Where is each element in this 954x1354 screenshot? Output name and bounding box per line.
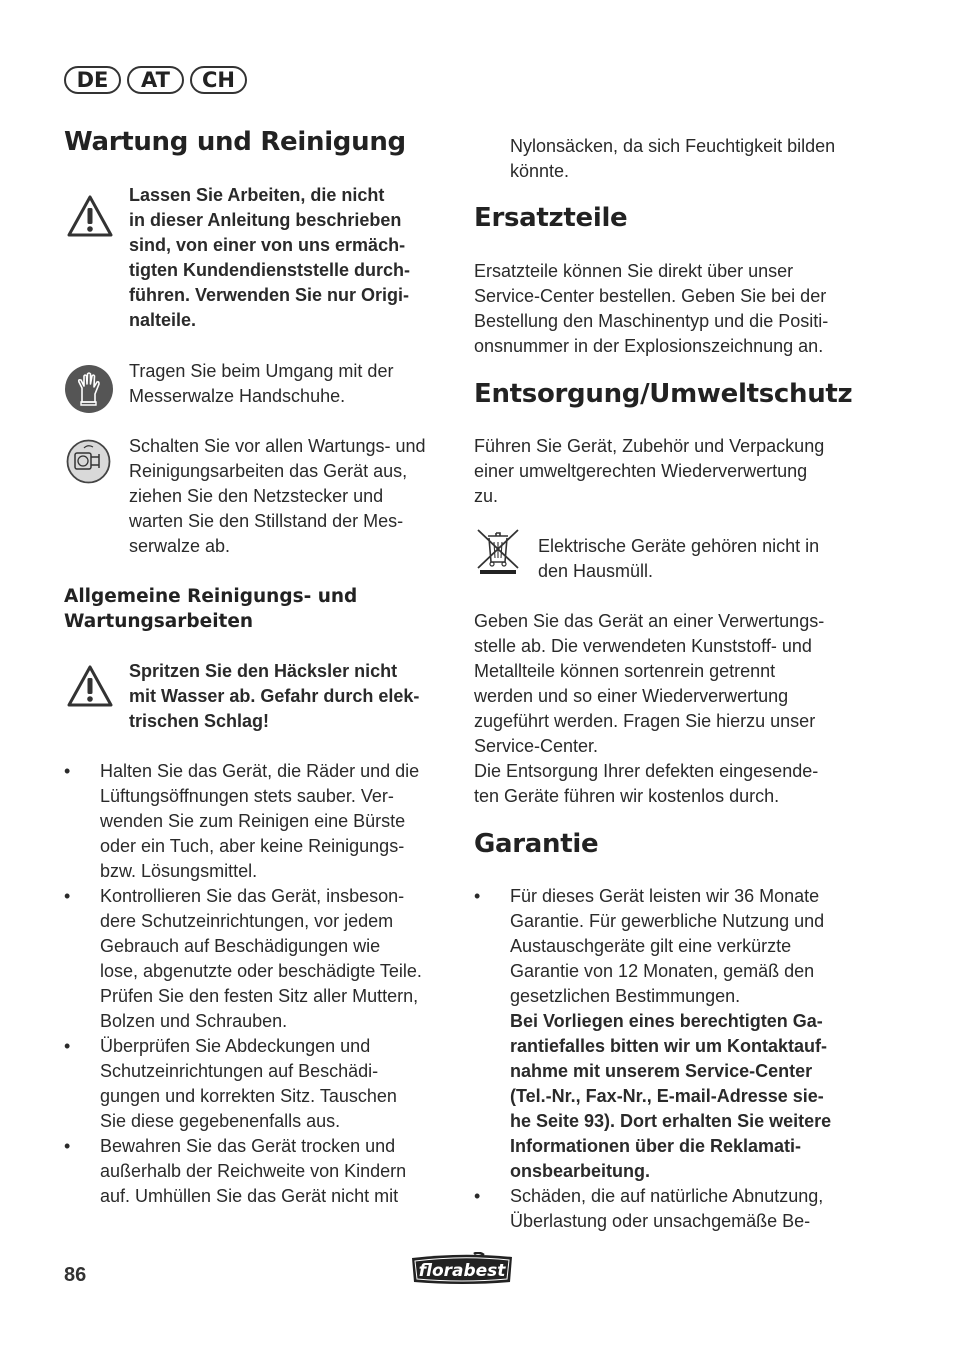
list-item: • Kontrollieren Sie das Gerät, insbeson- dere Schutzeinrichtungen, vor jedem Gebrauch auf Beschädigungen wie lose, abgenutzte oder beschädigte Teile. Prüfen Sie den festen Sitz aller Muttern, Bolzen und Schrauben. <box>64 884 454 1034</box>
unplug-icon <box>66 439 111 484</box>
gloves-text: Tragen Sie beim Umgang mit der Messerwalze Handschuhe. <box>129 361 394 406</box>
list-item: • Überprüfen Sie Abdeckungen und Schutzeinrichtungen auf Beschädi- gungen und korrekten Sitz. Tauschen Sie diese gegebenenfalls aus. <box>64 1034 454 1134</box>
maintenance-bullet-list <box>64 759 454 1209</box>
warning-icon <box>66 194 114 239</box>
country-badge-de: DE <box>64 66 121 94</box>
warning-icon <box>66 664 114 709</box>
weee-text: Elektrische Geräte gehören nicht in den Hausmüll. <box>538 536 820 581</box>
crossed-bin-icon <box>474 526 522 574</box>
warranty-bullet-list <box>474 884 874 1234</box>
continuation-text: Nylonsäcken, da sich Feuchtigkeit bilden könnte. <box>510 136 836 181</box>
florabest-logo <box>408 1252 516 1286</box>
list-item: • Bewahren Sie das Gerät trocken und außerhalb der Reichweite von Kindern auf. Umhüllen Sie das Gerät nicht mit <box>64 1134 454 1209</box>
disposal-text-2: Geben Sie das Gerät an einer Verwertungs- stelle ab. Die verwendeten Kunststoff- und Metallteile können sortenrein getrennt werden und so einer Wiederverwertung zugeführt werden. Fragen Sie hierzu unser Service-Center. Die Entsorgung Ihrer defekten eingesende- ten Geräte führen wir kostenlos durch. <box>474 611 825 806</box>
unplug-text: Schalten Sie vor allen Wartungs- und Reinigungsarbeiten das Gerät aus, ziehen Sie den Netzstecker und warten Sie den Stillstand der Mes- serwalze ab. <box>129 436 426 556</box>
warning-text-repairs: Lassen Sie Arbeiten, die nicht in dieser Anleitung beschrieben sind, von einer von uns ermäch- tigten Kundendienststelle durch- führen. Verwenden Sie nur Origi- nalteile. <box>129 185 411 330</box>
section-title-warranty: Garantie <box>474 829 599 859</box>
list-item: • Für dieses Gerät leisten wir 36 Monate Garantie. Für gewerbliche Nutzung und Austauschgeräte gilt eine verkürzte Garantie von 12 Monaten, gemäß den gesetzlichen Bestimmungen. Bei Vorliegen eines berechtigten Ga- rantiefalles bitten wir um Kontaktauf- nahme mit unserem Service-Center (Tel.-Nr., Fax-Nr., E-mail-Adresse sie- he Seite 93). Dort erhalten Sie weitere Informationen über die Reklamati- onsbearbeitung. <box>474 884 874 1184</box>
spare-parts-text: Ersatzteile können Sie direkt über unser Service-Center bestellen. Geben Sie bei der Bestellung den Maschinentyp und die Positi- onsnummer in der Explosionszeichnung an. <box>474 261 829 356</box>
warning-text-water: Spritzen Sie den Häcksler nicht mit Wasser ab. Gefahr durch elek- trischen Schlag! <box>129 661 420 731</box>
section-title-disposal: Entsorgung/Umweltschutz <box>474 379 853 409</box>
section-title-maintenance: Wartung und Reinigung <box>64 127 406 157</box>
country-badges <box>64 66 247 94</box>
country-badge-ch: CH <box>190 66 247 94</box>
disposal-text: Führen Sie Gerät, Zubehör und Verpackung einer umweltgerechten Wiederverwertung zu. <box>474 436 825 506</box>
country-badge-at: AT <box>127 66 184 94</box>
brand-label: florabest <box>418 1261 506 1281</box>
page-number: 86 <box>64 1264 87 1286</box>
list-item: • Halten Sie das Gerät, die Räder und die Lüftungsöffnungen stets sauber. Ver- wenden Sie zum Reinigen eine Bürste oder ein Tuch, aber keine Reinigungs- bzw. Lösungsmittel. <box>64 759 454 884</box>
section-title-spare-parts: Ersatzteile <box>474 203 628 233</box>
gloves-icon <box>64 364 114 414</box>
list-item: • Schäden, die auf natürliche Abnutzung, Überlastung oder unsachgemäße Be- <box>474 1184 874 1234</box>
subheading-general-cleaning: Allgemeine Reinigungs- und Wartungsarbeiten <box>64 586 358 632</box>
